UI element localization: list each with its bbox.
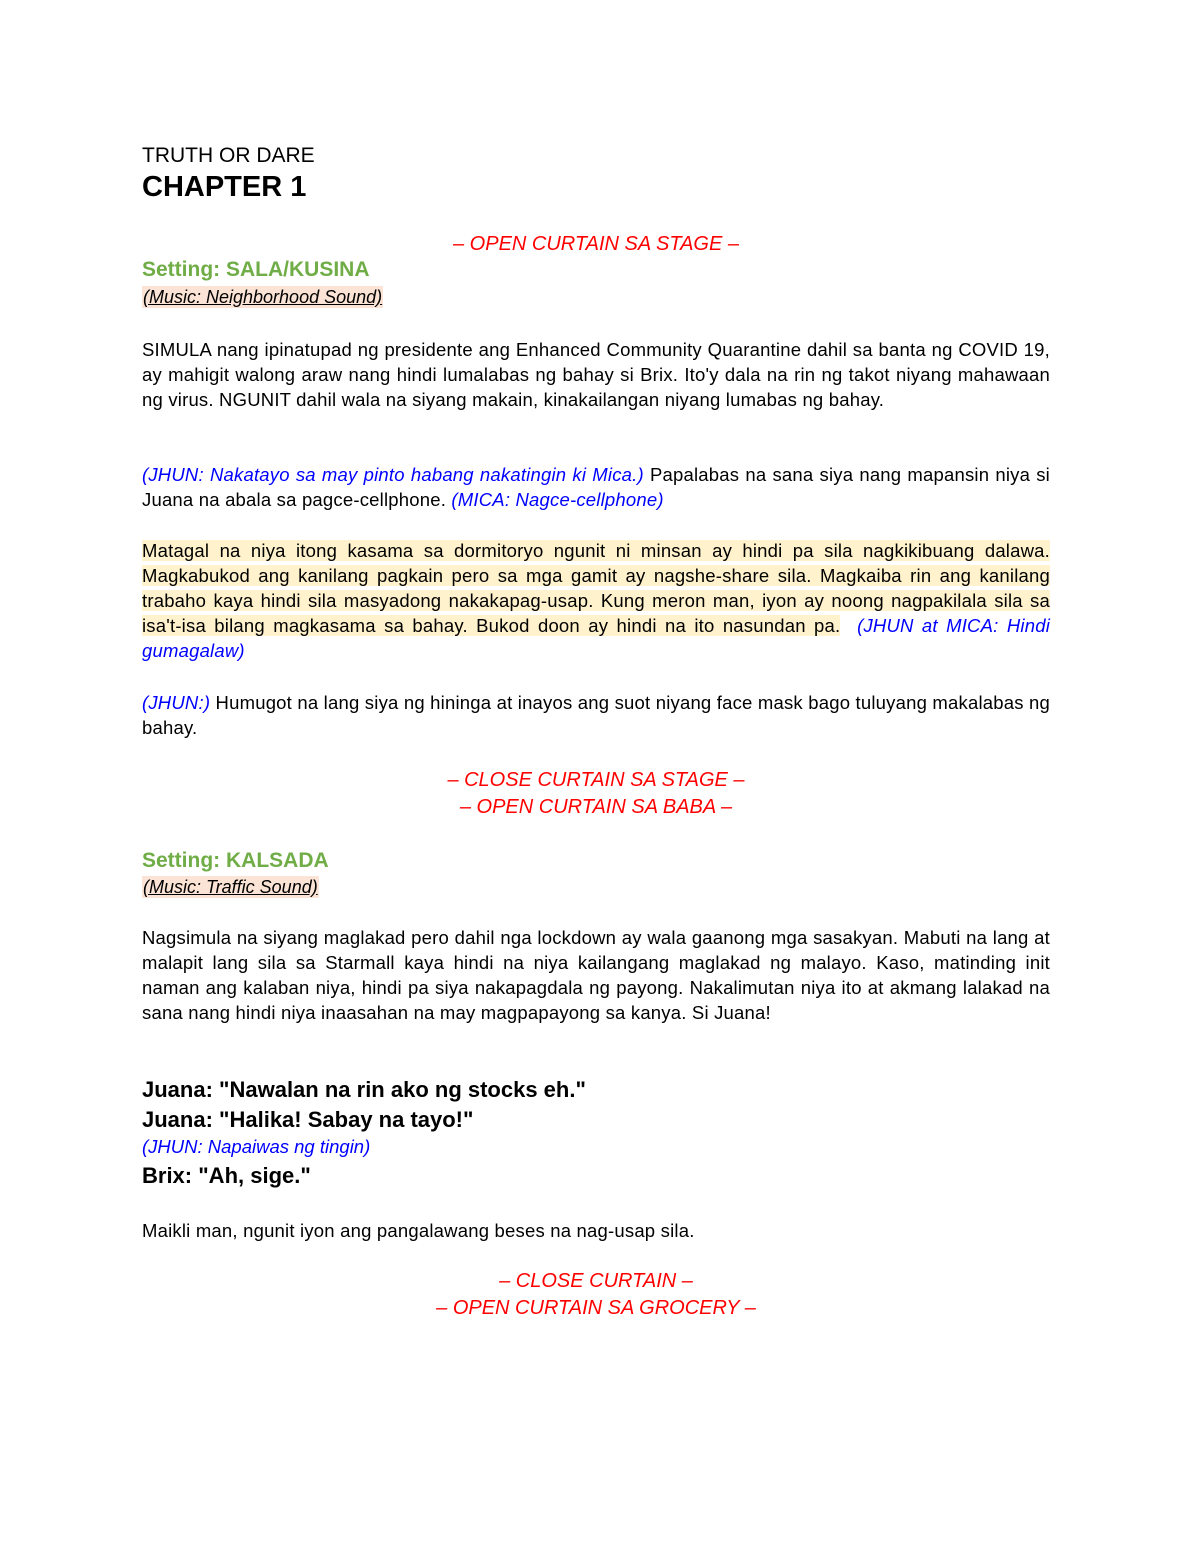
stage-direction-napaiwas: (JHUN: Napaiwas ng tingin) (142, 1136, 371, 1157)
dialogue-text: "Ah, sige." (198, 1163, 311, 1188)
music-note-traffic: (Music: Traffic Sound) (143, 877, 318, 897)
paragraph-jhun-mica (142, 462, 1050, 512)
paragraph-face-mask (142, 690, 1050, 740)
stage-cue-open: – OPEN CURTAIN SA STAGE – (453, 233, 739, 255)
document-title: TRUTH OR DARE (142, 144, 315, 167)
chapter-heading: CHAPTER 1 (142, 171, 307, 203)
paragraph-closing: Maikli man, ngunit iyon ang pangalawang beses na nag-usap sila. (142, 1220, 695, 1241)
dialogue-separator: : (184, 1163, 199, 1188)
stage-cue-open-grocery: – OPEN CURTAIN SA GROCERY – (436, 1297, 756, 1319)
music-note-neighborhood: (Music: Neighborhood Sound) (143, 287, 383, 307)
paragraph-text: Papalabas na sana siya nang mapansin niya si Juana na abala sa pagce-cellphone. (142, 464, 1050, 510)
stage-cue-close-curtain: – CLOSE CURTAIN – (499, 1270, 693, 1292)
paragraph-highlighted (142, 538, 1050, 663)
highlighted-text: Matagal na niya itong kasama sa dormitoryo ngunit ni minsan ay hindi pa sila nagkikibuang dalawa. Magkabukod ang kanilang pagkain pero sa mga gamit ay nagshe-share sila. Magkaiba rin ang kanilang trabaho kaya hindi sila masyadong nakakapag-usap. Kung meron man, iyon ay noong nagpakilala sila sa isa't-isa bilang magkasama sa bahay. Bukod doon ay hindi na ito nasundan pa. (142, 540, 1050, 636)
dialogue-line (142, 1106, 473, 1134)
dialogue-separator: : (205, 1107, 220, 1132)
setting-sala-kusina: Setting: SALA/KUSINA (142, 258, 370, 281)
dialogue-line (142, 1076, 586, 1104)
paragraph-text: Humugot na lang siya ng hininga at inayos ang suot niyang face mask bago tuluyang makalabas ng bahay. (142, 692, 1050, 738)
stage-direction-jhun-short: (JHUN:) (142, 692, 211, 713)
stage-cue-close: – CLOSE CURTAIN SA STAGE – (447, 769, 745, 791)
setting-kalsada: Setting: KALSADA (142, 849, 329, 872)
dialogue-text: "Nawalan na rin ako ng stocks eh." (219, 1077, 586, 1102)
speaker-name: Juana (142, 1107, 206, 1132)
stage-direction-jhun-mica: (JHUN at MICA: Hindi gumagalaw) (142, 615, 1051, 661)
paragraph-kalsada: Nagsimula na siyang maglakad pero dahil nga lockdown ay wala gaanong mga sasakyan. Mabuti na lang at malapit lang sila sa Starmall kaya hindi na niya kailangang maglakad ng malayo. Kaso, matinding init naman ang kalaban niya, hindi pa siya nakapagdala ng payong. Nakalimutan niya ito at akmang lalakad na sana nang hindi niya inaasahan na may magpapayong sa kanya. Si Juana! (142, 927, 1050, 1023)
paragraph-intro: SIMULA nang ipinatupad ng presidente ang Enhanced Community Quarantine dahil sa banta ng COVID 19, ay mahigit walong araw nang hindi lumalabas ng bahay si Brix. Ito'y dala na rin ng takot niyang mahawaan ng virus. NGUNIT dahil wala na siyang makain, kinakailangan niyang lumabas ng bahay. (142, 339, 1050, 410)
stage-direction-jhun: (JHUN: Nakatayo sa may pinto habang nakatingin ki Mica.) (142, 464, 644, 485)
dialogue-line (142, 1162, 311, 1190)
stage-cue-open-baba: – OPEN CURTAIN SA BABA – (459, 796, 733, 818)
dialogue-separator: : (205, 1077, 220, 1102)
dialogue-text: "Halika! Sabay na tayo!" (219, 1107, 474, 1132)
stage-direction-mica: (MICA: Nagce-cellphone) (451, 489, 664, 510)
speaker-name: Brix (142, 1163, 185, 1188)
speaker-name: Juana (142, 1077, 206, 1102)
